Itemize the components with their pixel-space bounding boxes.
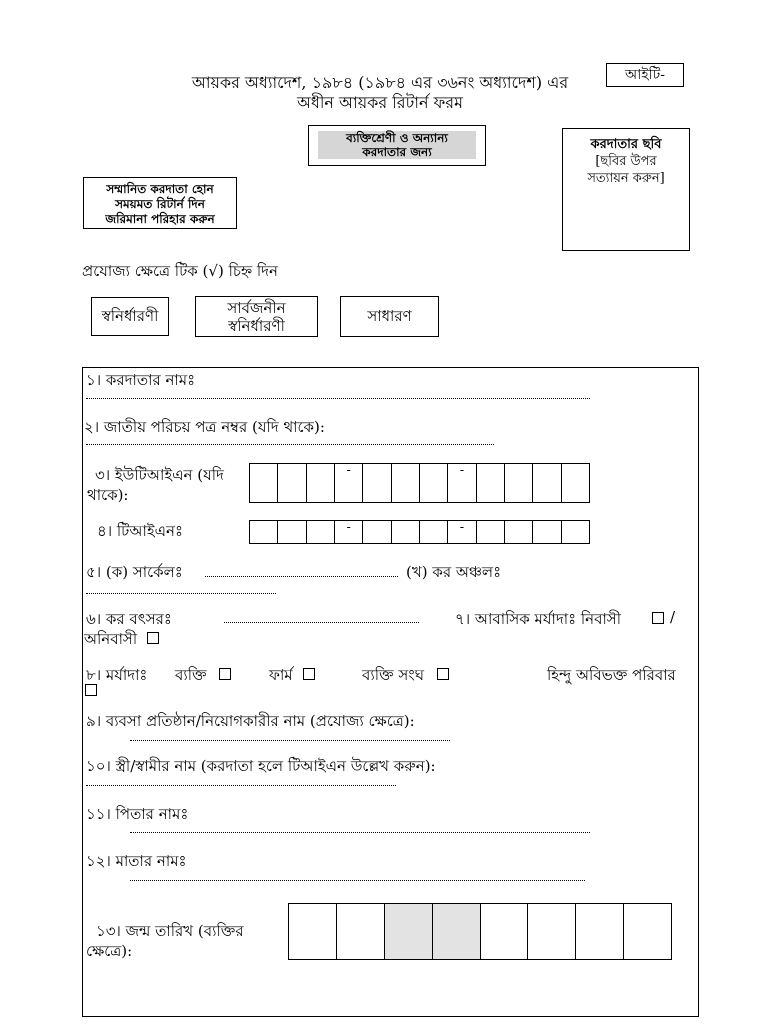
father-line[interactable] [130, 832, 590, 833]
utin-cell[interactable] [392, 464, 420, 502]
photo-title: করদাতার ছবি [590, 137, 662, 152]
dob-input-grid[interactable] [288, 903, 672, 960]
category-line1: ব্যক্তিশ্রেণী ও অন্যান্য [346, 131, 448, 145]
utin-cell[interactable] [278, 464, 306, 502]
tick-instruction: প্রযোজ্য ক্ষেত্রে টিক (√) চিহ্ন দিন [82, 262, 278, 280]
utin-cell[interactable] [562, 464, 589, 502]
utin-cell[interactable] [477, 464, 505, 502]
field-taxpayer-name-label: ১। করদাতার নামঃ [86, 371, 196, 389]
tax-year-line[interactable] [224, 622, 419, 623]
tin-cell[interactable]: - [448, 521, 476, 543]
status-huf-label: হিন্দু অবিভক্ত পরিবার [547, 666, 676, 684]
tin-cell[interactable] [363, 521, 391, 543]
tin-cell[interactable] [392, 521, 420, 543]
category-line2: করদাতার জন্য [362, 145, 432, 159]
resident-checkbox[interactable] [652, 612, 664, 624]
dob-cell[interactable] [385, 904, 433, 959]
form-title-line1: আয়কর অধ্যাদেশ, ১৯৮৪ (১৯৮৪ এর ৩৬নং অধ্যাদেশ) এর [191, 73, 569, 92]
tin-cell[interactable] [562, 521, 589, 543]
photo-instruction-line1: [ছবির উপর [595, 154, 657, 169]
form-title-line2: অধীন আয়কর রিটার্ন ফরম [297, 93, 463, 112]
tax-zone-line[interactable] [86, 593, 276, 594]
field-dob-label-line2: ক্ষেত্রে): [86, 942, 133, 960]
mother-line[interactable] [130, 880, 585, 881]
tin-cell[interactable] [477, 521, 505, 543]
tin-cell[interactable] [278, 521, 306, 543]
field-utin-label-line1: ৩। ইউটিআইএন (যদি [95, 466, 224, 484]
utin-cell[interactable] [505, 464, 533, 502]
status-aop-checkbox[interactable] [437, 668, 449, 680]
notice-line3: জরিমানা পরিহার করুন [105, 212, 215, 226]
dob-cell[interactable] [433, 904, 481, 959]
field-father-label: ১১। পিতার নামঃ [86, 805, 189, 823]
option-universal-label-line2: স্বনির্ধারণী [228, 317, 285, 335]
utin-input-grid[interactable] [249, 463, 590, 503]
taxpayer-name-line[interactable] [86, 398, 590, 399]
status-individual-label: ব্যক্তি [175, 666, 207, 684]
dob-cell[interactable] [481, 904, 529, 959]
status-aop-label: ব্যক্তি সংঘ [362, 666, 424, 684]
field-tax-year-label: ৬। কর বৎসরঃ [86, 610, 172, 628]
option-universal-self-assessment[interactable] [195, 296, 318, 337]
photo-instruction-line2: সত্যায়ন করুন] [587, 171, 665, 186]
category-box [308, 125, 486, 166]
non-resident-checkbox[interactable] [147, 632, 159, 644]
field-nid-label: ২। জাতীয় পরিচয় পত্র নম্বর (যদি থাকে): [84, 418, 325, 436]
status-huf-checkbox[interactable] [85, 684, 97, 696]
option-self-assessment[interactable] [91, 297, 169, 336]
non-resident-label: অনিবাসী [84, 630, 138, 648]
dob-cell[interactable] [337, 904, 385, 959]
field-residential-status-label: ৭। আবাসিক মর্যাদাঃ নিবাসী [455, 610, 622, 628]
employer-line[interactable] [130, 740, 450, 741]
tin-cell[interactable]: - [335, 521, 363, 543]
field-dob-label-line1: ১৩। জন্ম তারিখ (ব্যক্তির [96, 922, 244, 940]
utin-cell[interactable]: - [335, 464, 363, 502]
spouse-line[interactable] [86, 785, 396, 786]
tin-cell[interactable] [420, 521, 448, 543]
dob-cell[interactable] [624, 904, 671, 959]
option-normal-assessment[interactable] [340, 296, 439, 337]
field-utin-label-line2: থাকে): [87, 486, 129, 504]
circle-line[interactable] [205, 576, 398, 577]
utin-cell[interactable] [250, 464, 278, 502]
status-individual-checkbox[interactable] [219, 668, 231, 680]
tin-cell[interactable] [533, 521, 561, 543]
tin-cell[interactable] [307, 521, 335, 543]
residential-slash: / [670, 608, 676, 626]
field-circle-label: ৫। (ক) সার্কেলঃ [86, 563, 183, 581]
notice-line1: সম্মানিত করদাতা হোন [106, 182, 214, 196]
tin-cell[interactable] [505, 521, 533, 543]
nid-line[interactable] [86, 444, 494, 445]
option-self-label: স্বনির্ধারণী [101, 307, 159, 325]
tin-cell[interactable] [250, 521, 278, 543]
form-code-box [606, 63, 684, 87]
form-code: আইটি- [625, 67, 665, 83]
option-universal-label-line1: সার্বজনীন [227, 299, 286, 317]
dob-cell[interactable] [289, 904, 337, 959]
dob-cell[interactable] [576, 904, 624, 959]
notice-line2: সময়মত রিটার্ন দিন [115, 197, 205, 211]
field-status-label: ৮। মর্যাদাঃ [86, 666, 148, 684]
field-spouse-label: ১০। স্ত্রী/স্বামীর নাম (করদাতা হলে টিআইএন উল্লেখ করুন): [86, 757, 436, 775]
field-mother-label: ১২। মাতার নামঃ [86, 852, 187, 870]
field-employer-label: ৯। ব্যবসা প্রতিষ্ঠান/নিয়োগকারীর নাম (প্রযোজ্য ক্ষেত্রে): [86, 712, 415, 730]
utin-cell[interactable]: - [448, 464, 476, 502]
utin-cell[interactable] [307, 464, 335, 502]
utin-cell[interactable] [420, 464, 448, 502]
utin-cell[interactable] [363, 464, 391, 502]
utin-cell[interactable] [533, 464, 561, 502]
field-tax-zone-label: (খ) কর অঞ্চলঃ [406, 563, 502, 581]
option-normal-label: সাধারণ [367, 307, 412, 325]
dob-cell[interactable] [528, 904, 576, 959]
status-firm-checkbox[interactable] [303, 668, 315, 680]
field-tin-label: ৪। টিআইএনঃ [97, 522, 183, 540]
tin-input-grid[interactable] [249, 520, 590, 544]
photo-box [562, 128, 690, 251]
notice-box [83, 177, 237, 229]
status-firm-label: ফার্ম [269, 666, 293, 684]
